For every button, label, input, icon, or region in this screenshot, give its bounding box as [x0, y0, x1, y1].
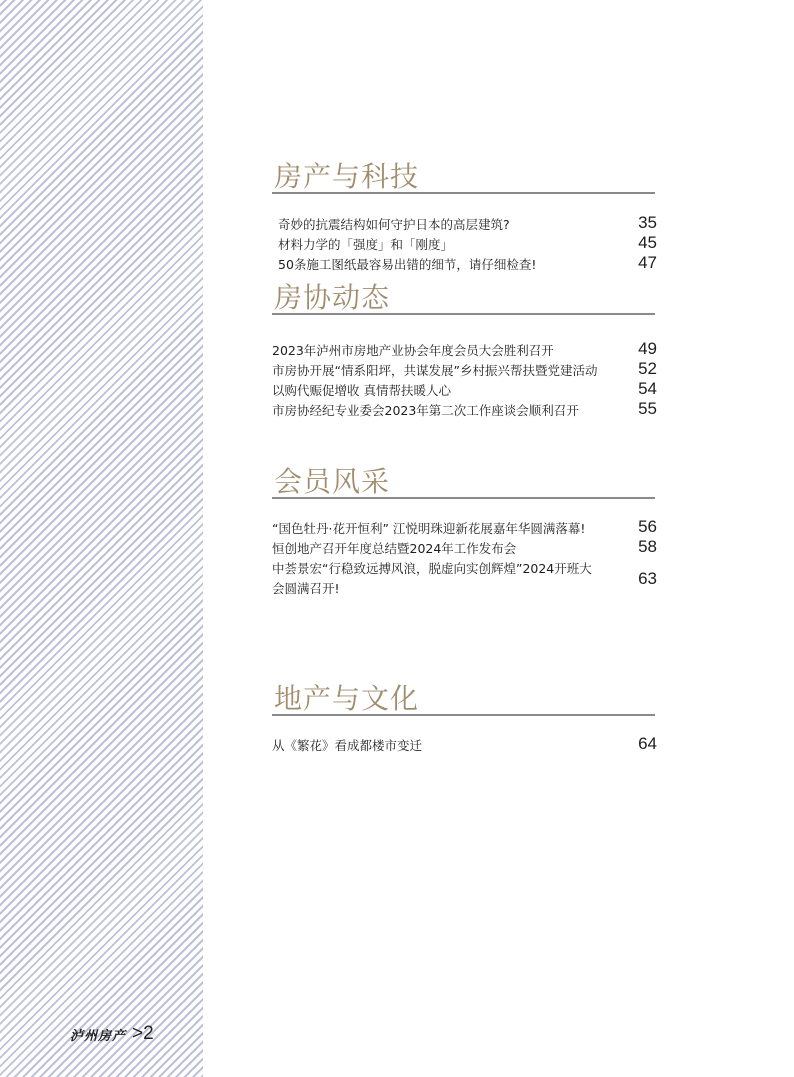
section-title: 房协动态 — [274, 281, 391, 314]
magazine-logo: 泸州房产 — [70, 1029, 127, 1044]
toc-entry-title: 市房协开展“情系阳坪，共谋发展”乡村振兴帮扶暨党建活动 — [272, 363, 598, 378]
toc-entry-title: 中荟景宏“行稳致远搏风浪，脱虚向实创辉煌”2024开班大 — [272, 561, 592, 576]
toc-section-association-news — [272, 281, 657, 418]
toc-entry-page: 52 — [638, 359, 657, 378]
toc-section-tech — [272, 160, 657, 272]
toc-entry-title: 从《繁花》看成都楼市变迁 — [272, 738, 423, 753]
toc-entry-title: 2023年泸州市房地产业协会年度会员大会胜利召开 — [272, 343, 554, 358]
toc-entry-page: 63 — [638, 569, 657, 588]
toc-section-member-showcase — [272, 465, 657, 596]
toc-entry-title: 会圆满召开! — [272, 581, 340, 596]
toc-entry-page: 54 — [638, 379, 657, 398]
section-title: 房产与科技 — [274, 160, 420, 193]
toc-entry-title: 市房协经纪专业委会2023年第二次工作座谈会顺利召开 — [272, 403, 579, 418]
toc-entry-title: 以购代赈促增收 真情帮扶暖人心 — [272, 383, 451, 398]
toc-entry-title: 材料力学的「强度」和「刚度」 — [278, 237, 454, 252]
page-footer — [70, 1022, 154, 1044]
toc-section-culture — [272, 682, 657, 753]
toc-entry-page: 55 — [638, 399, 657, 418]
toc-entry-page: 45 — [638, 233, 657, 252]
toc-entry-title: 奇妙的抗震结构如何守护日本的高层建筑? — [278, 217, 510, 232]
toc-entry-title: 50条施工图纸最容易出错的细节，请仔细检查! — [278, 257, 537, 272]
toc-entry-page: 64 — [638, 734, 657, 753]
decorative-stripe-panel — [0, 0, 203, 1077]
section-title: 地产与文化 — [274, 682, 420, 715]
toc-entry-page: 56 — [638, 517, 657, 536]
toc-entry-title: “国色牡丹·花开恒利” 江悦明珠迎新花展嘉年华圆满落幕! — [272, 521, 586, 536]
toc-entry-page: 49 — [638, 339, 657, 358]
section-title: 会员风采 — [274, 465, 391, 498]
toc-entry-page: 58 — [638, 537, 657, 556]
toc-entry-title: 恒创地产召开年度总结暨2024年工作发布会 — [272, 541, 517, 556]
toc-entry-page: 47 — [638, 253, 657, 272]
page-number: >2 — [132, 1023, 154, 1044]
toc-entry-page: 35 — [638, 213, 657, 232]
